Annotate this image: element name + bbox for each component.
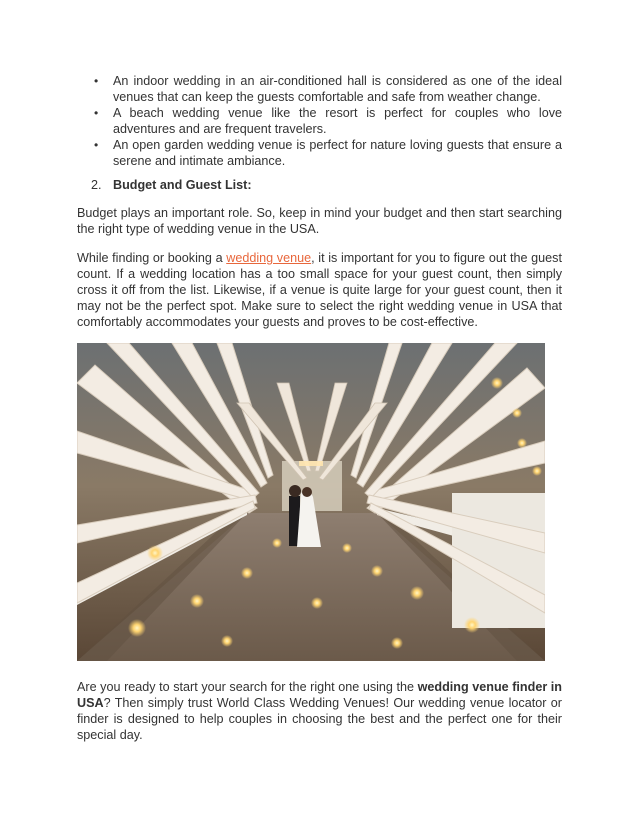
- wedding-venue-link[interactable]: wedding venue: [226, 251, 312, 265]
- guest-count-paragraph: [77, 250, 562, 330]
- finder-paragraph: [77, 679, 562, 743]
- venue-type-list: [77, 73, 562, 169]
- bullet-icon: •: [94, 74, 99, 88]
- budget-paragraph: Budget plays an important role. So, keep in mind your budget and then start searching the right type of wedding venue in the USA.: [77, 206, 562, 236]
- bullet-icon: •: [94, 138, 99, 152]
- wedding-photo-illustration: [77, 343, 545, 661]
- list-item: [77, 73, 562, 105]
- paragraph-text: , it is important for you to figure out the guest count. If a wedding location has a too small space for your guest count, then simply cross it off from the list. Likewise, if a venue is quite large for your guest count, then it may not be the perfect spot. Make sure to select the right wedding venue in USA that comfortably accommodates your guests and proves to be cost-effective.: [77, 251, 562, 329]
- bullet-icon: •: [94, 106, 99, 120]
- paragraph-text: ? Then simply trust World Class Wedding Venues! Our wedding venue locator or finder is designed to help couples in choosing the best and the perfect one for their special day.: [77, 696, 562, 742]
- wedding-photo: [77, 343, 545, 661]
- list-item-text: An indoor wedding in an air-conditioned hall is considered as one of the ideal venues that can keep the guests comfortable and safe from weather change.: [113, 74, 562, 104]
- list-item: [77, 105, 562, 137]
- bold-phrase: wedding venue finder in USA: [77, 680, 563, 710]
- paragraph-text: While finding or booking a: [77, 251, 227, 265]
- list-item-text: A beach wedding venue like the resort is perfect for couples who love adventures and are frequent travelers.: [113, 106, 562, 136]
- section-number: 2.: [91, 178, 102, 192]
- list-item: [77, 137, 562, 169]
- paragraph-text: Are you ready to start your search for the right one using the: [77, 680, 418, 694]
- list-item-text: An open garden wedding venue is perfect for nature loving guests that ensure a serene and intimate ambiance.: [113, 138, 562, 168]
- section-title: Budget and Guest List:: [113, 178, 252, 192]
- section-heading: [91, 177, 252, 193]
